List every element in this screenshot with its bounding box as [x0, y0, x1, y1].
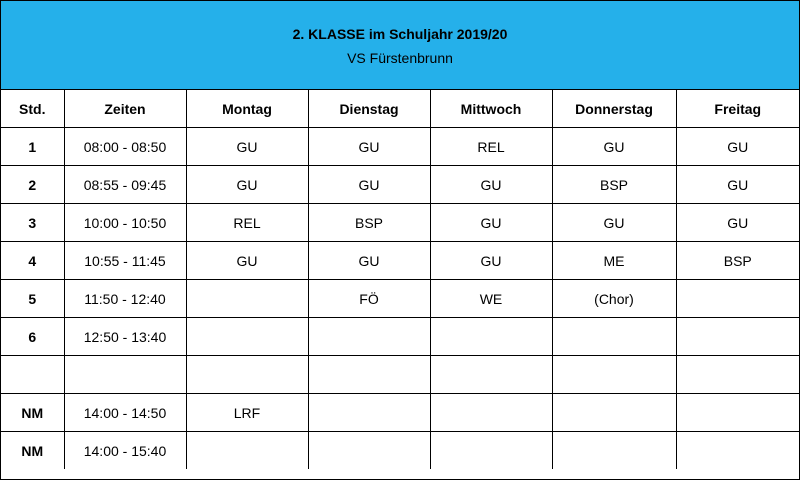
header-row: [1, 90, 799, 128]
cell-freitag: BSP: [676, 242, 799, 280]
cell-mittwoch: GU: [430, 242, 552, 280]
cell-freitag: GU: [676, 128, 799, 166]
cell-freitag: GU: [676, 166, 799, 204]
cell-montag: [186, 280, 308, 318]
table-row: [1, 128, 799, 166]
timetable-title: 2. KLASSE im Schuljahr 2019/20: [292, 26, 508, 42]
cell-dienstag: [308, 318, 430, 356]
table-row: [1, 204, 799, 242]
cell-montag: GU: [186, 242, 308, 280]
column-header-donnerstag: Donnerstag: [552, 90, 676, 128]
cell-freitag: [676, 394, 799, 432]
cell-montag: [186, 432, 308, 470]
cell-donnerstag: [552, 356, 676, 394]
cell-dienstag: [308, 356, 430, 394]
table-row: [1, 242, 799, 280]
cell-mittwoch: GU: [430, 204, 552, 242]
period-number: 1: [1, 128, 64, 166]
period-time: 08:00 - 08:50: [64, 128, 186, 166]
period-number: 5: [1, 280, 64, 318]
period-time: 10:00 - 10:50: [64, 204, 186, 242]
period-number: 4: [1, 242, 64, 280]
table-row-empty: [1, 356, 799, 394]
timetable-table: [1, 90, 799, 469]
period-time: 14:00 - 15:40: [64, 432, 186, 470]
cell-montag: GU: [186, 166, 308, 204]
cell-mittwoch: WE: [430, 280, 552, 318]
cell-freitag: [676, 280, 799, 318]
cell-donnerstag: BSP: [552, 166, 676, 204]
period-time: 08:55 - 09:45: [64, 166, 186, 204]
timetable-header: [1, 1, 799, 90]
cell-donnerstag: GU: [552, 204, 676, 242]
period-time: [64, 356, 186, 394]
period-number: [1, 356, 64, 394]
cell-donnerstag: [552, 394, 676, 432]
period-number: NM: [1, 394, 64, 432]
period-time: 10:55 - 11:45: [64, 242, 186, 280]
cell-donnerstag: [552, 318, 676, 356]
cell-mittwoch: [430, 318, 552, 356]
table-row: [1, 432, 799, 470]
cell-montag: LRF: [186, 394, 308, 432]
column-header-montag: Montag: [186, 90, 308, 128]
cell-donnerstag: GU: [552, 128, 676, 166]
cell-montag: GU: [186, 128, 308, 166]
cell-mittwoch: [430, 394, 552, 432]
cell-donnerstag: ME: [552, 242, 676, 280]
column-header-mittwoch: Mittwoch: [430, 90, 552, 128]
cell-freitag: [676, 318, 799, 356]
table-row: [1, 318, 799, 356]
cell-freitag: GU: [676, 204, 799, 242]
cell-dienstag: BSP: [308, 204, 430, 242]
cell-mittwoch: REL: [430, 128, 552, 166]
school-name: VS Fürstenbrunn: [347, 50, 453, 66]
cell-montag: REL: [186, 204, 308, 242]
period-time: 11:50 - 12:40: [64, 280, 186, 318]
cell-dienstag: GU: [308, 242, 430, 280]
cell-dienstag: [308, 394, 430, 432]
cell-donnerstag: (Chor): [552, 280, 676, 318]
cell-dienstag: [308, 432, 430, 470]
table-row: [1, 394, 799, 432]
period-number: 6: [1, 318, 64, 356]
table-row: [1, 166, 799, 204]
period-time: 14:00 - 14:50: [64, 394, 186, 432]
period-number: NM: [1, 432, 64, 470]
cell-dienstag: GU: [308, 128, 430, 166]
period-number: 3: [1, 204, 64, 242]
cell-freitag: [676, 356, 799, 394]
period-time: 12:50 - 13:40: [64, 318, 186, 356]
column-header-zeiten: Zeiten: [64, 90, 186, 128]
cell-donnerstag: [552, 432, 676, 470]
column-header-dienstag: Dienstag: [308, 90, 430, 128]
cell-mittwoch: GU: [430, 166, 552, 204]
table-row: [1, 280, 799, 318]
cell-mittwoch: [430, 356, 552, 394]
column-header-std: Std.: [1, 90, 64, 128]
cell-montag: [186, 318, 308, 356]
cell-dienstag: GU: [308, 166, 430, 204]
cell-mittwoch: [430, 432, 552, 470]
cell-dienstag: FÖ: [308, 280, 430, 318]
cell-freitag: [676, 432, 799, 470]
cell-montag: [186, 356, 308, 394]
column-header-freitag: Freitag: [676, 90, 799, 128]
period-number: 2: [1, 166, 64, 204]
